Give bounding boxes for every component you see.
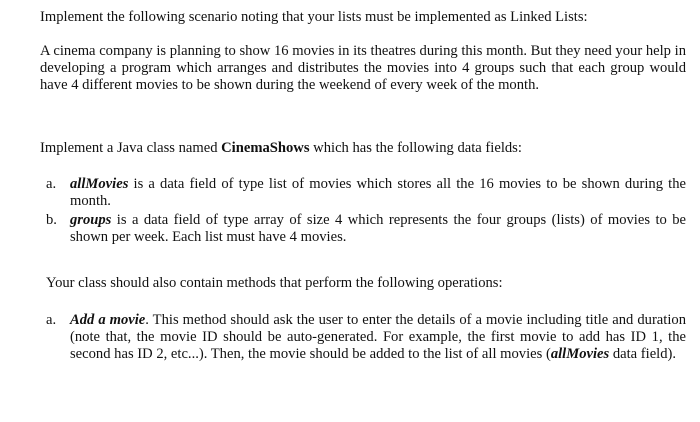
- operations-list: [46, 312, 686, 363]
- field-name-allmovies: allMovies: [70, 176, 129, 192]
- list-item: [46, 312, 686, 363]
- intro-paragraph: Implement the following scenario noting that your lists must be implemented as Linked Lists:: [40, 9, 588, 25]
- operations-intro-paragraph: Your class should also contain methods that perform the following operations:: [46, 275, 503, 291]
- list-marker: b.: [46, 212, 57, 228]
- operation-description-tail: data field).: [609, 346, 677, 362]
- scenario-paragraph: A cinema company is planning to show 16 movies in its theatres during this month. But they need your help in developing a program which arranges and distributes the movies into 4 groups such that each group would have 4 different movies to be shown during the weekend of every week of the month.: [40, 43, 686, 93]
- operation-name-add-movie: Add a movie: [70, 312, 146, 328]
- list-marker: a.: [46, 312, 57, 328]
- list-item: [46, 176, 686, 210]
- class-decl-before: Implement a Java class named: [40, 140, 222, 156]
- field-description: is a data field of type list of movies which stores all the 16 movies to be shown during the month.: [70, 176, 686, 209]
- data-fields-list: [46, 176, 686, 210]
- class-declaration-paragraph: [40, 140, 686, 157]
- operation-description: . This method should ask the user to enter the details of a movie including title and duration (note that, the movie ID should be auto-generated. For example, the first movie to add has ID 1, the second has ID 2, etc...). Then, the movie should be added to the list of all movies (: [70, 312, 686, 362]
- list-item: [46, 212, 686, 246]
- field-description: is a data field of type array of size 4 which represents the four groups (lists) of movies to be shown per week. Each list must have 4 movies.: [70, 212, 686, 245]
- operation-ref-allmovies: allMovies: [550, 346, 610, 362]
- class-name: CinemaShows: [221, 140, 310, 156]
- class-decl-after: which has the following data fields:: [309, 140, 522, 156]
- data-fields-list-continued: [46, 212, 686, 246]
- list-marker: a.: [46, 176, 57, 192]
- field-name-groups: groups: [70, 212, 112, 228]
